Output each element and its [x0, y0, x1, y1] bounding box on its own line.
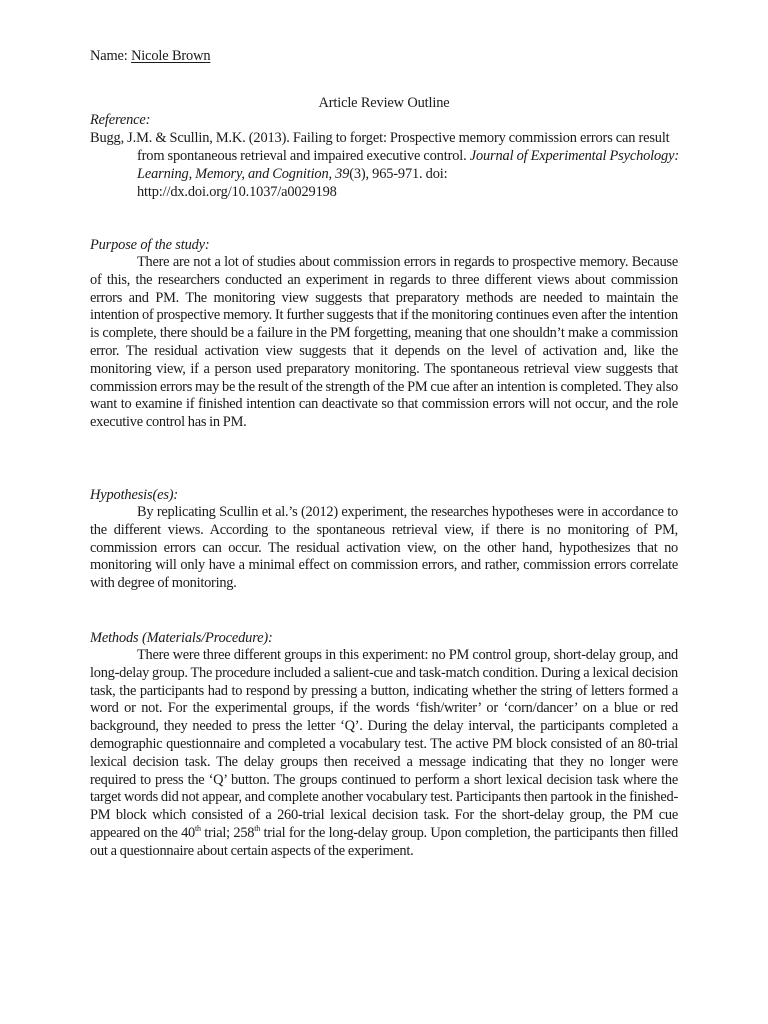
- purpose-heading: Purpose of the study:: [90, 237, 210, 253]
- superscript-th: th: [254, 824, 260, 834]
- methods-text-part3: trial for the long-delay group. Upon completion, the participants then filled out a questionnaire about certain aspects of the experiment.: [90, 824, 678, 859]
- citation-authors-title: Bugg, J.M. & Scullin, M.K. (2013). Failing to forget: Prospective memory commission errors can result from spontaneous retrieval and impaired executive control.: [90, 130, 670, 164]
- methods-paragraph: [90, 647, 678, 861]
- reference-citation: [90, 129, 685, 201]
- methods-text-part1: There were three different groups in this experiment: no PM control group, short-delay group, and long-delay group. The procedure included a salient-cue and task-match condition. During a lexical decision task, the participants had to respond by pressing a button, indicating whether the string of letters formed a word or not. For the experimental groups, if the words ‘fish/writer’ or ‘corn/dancer’ on a blue or red background, they needed to press the letter ‘Q’. During the delay interval, the participants completed a demographic questionnaire and completed a vocabulary test. The active PM block consisted of an 80-trial lexical decision task. The delay groups then received a message indicating that they no longer were required to press the ‘Q’ button. The groups continued to perform a short lexical decision task where the target words did not appear, and complete another vocabulary test. Participants then partook in the finished-PM block which consisted of a 260-trial lexical decision task. For the short-delay group, the PM cue appeared on the 40: [90, 647, 678, 841]
- hypothesis-paragraph: By replicating Scullin et al.’s (2012) experiment, the researches hypotheses were in accordance to the different views. According to the spontaneous retrieval view, if there is no monitoring of PM, commission errors can occur. The residual activation view, on the other hand, hypothesizes that no monitoring will only have a minimal effect on commission errors, and rather, commission errors correlate with degree of monitoring.: [90, 504, 678, 592]
- methods-text-part2: trial; 258: [200, 824, 255, 841]
- superscript-th: th: [195, 824, 201, 834]
- name-label: Name:: [90, 48, 132, 64]
- author-name: Nicole Brown: [131, 48, 211, 64]
- journal-name: Journal of Experimental Psychology: Learning, Memory, and Cognition, 39: [137, 148, 679, 182]
- document-title: Article Review Outline: [318, 95, 450, 111]
- author-name-line: [90, 47, 210, 65]
- methods-heading: Methods (Materials/Procedure):: [90, 630, 273, 646]
- purpose-paragraph: There are not a lot of studies about commission errors in regards to prospective memory. Because of this, the researchers conducted an experiment in regards to three different views about commission errors and PM. The monitoring view suggests that preparatory methods are needed to maintain the intention of prospective memory. It further suggests that if the monitoring continues even after the intention is complete, there should be a failure in the PM forgetting, meaning that one shouldn’t make a commission error. The residual activation view suggests that it depends on the level of activation and, like the monitoring view, if a person used preparatory monitoring. The spontaneous retrieval view suggests that commission errors may be the result of the strength of the PM cue after an intention is completed. They also want to examine if finished intention can deactivate so that commission errors will not occur, and the role executive control has in PM.: [90, 254, 678, 431]
- hypothesis-heading: Hypothesis(es):: [90, 487, 179, 503]
- citation-pages: (3), 965-971. doi:: [349, 166, 448, 182]
- citation-doi: http://dx.doi.org/10.1037/a0029198: [137, 184, 337, 200]
- reference-heading: Reference:: [90, 112, 151, 128]
